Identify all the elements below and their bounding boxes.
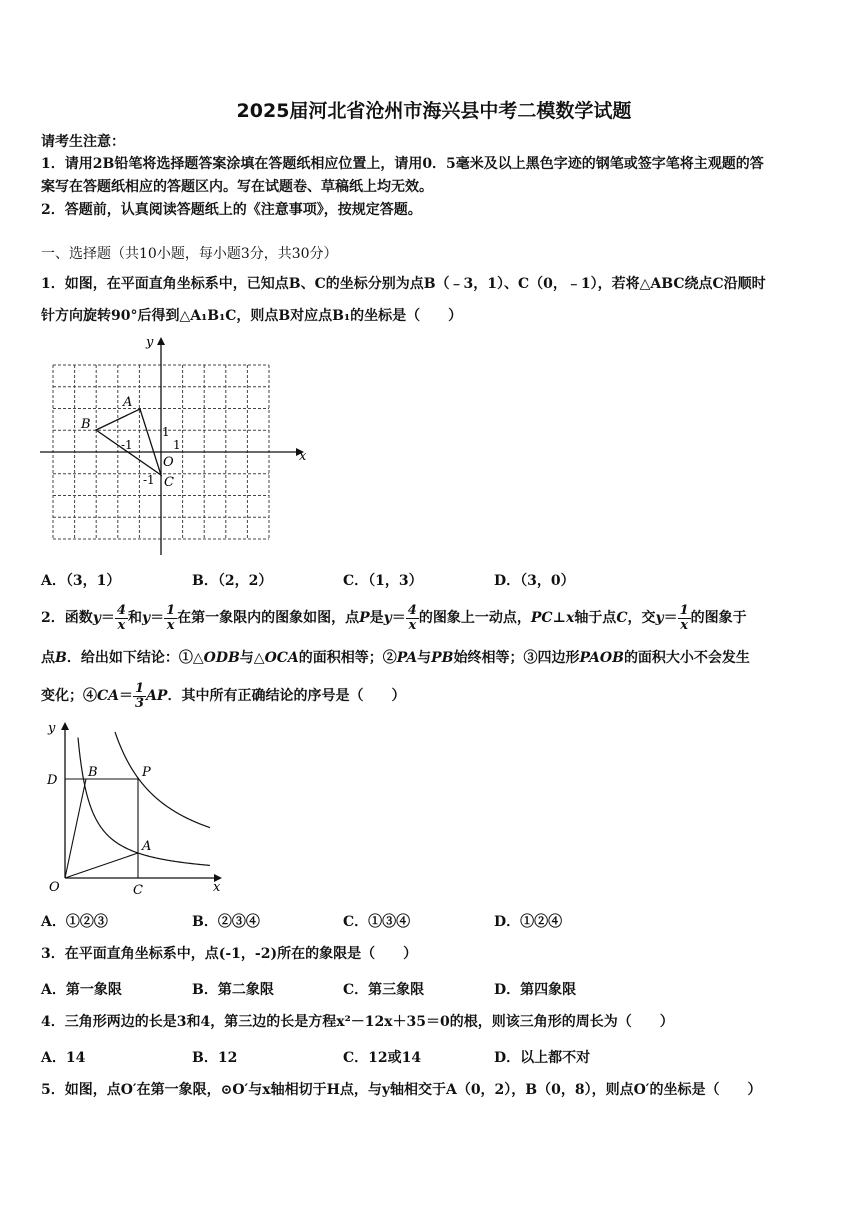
q5-stem: 5．如图，点O′在第一象限，⊙O′与x轴相切于H点，与y轴相交于A（0，2），B（0，8），则点O′的坐标是（ ） xyxy=(41,1082,762,1098)
q1-label-neg1x: -1 xyxy=(121,438,133,452)
q4-option-b[interactable]: B．12 xyxy=(192,1050,238,1066)
q1-label-neg1y: -1 xyxy=(143,473,155,487)
q2-option-b[interactable]: B．②③④ xyxy=(192,914,260,930)
section-heading: 一、选择题（共10小题，每小题3分，共30分） xyxy=(41,246,338,262)
notice-heading: 请考生注意： xyxy=(41,134,125,150)
q4-option-d[interactable]: D．以上都不对 xyxy=(494,1050,591,1066)
q2-label-d: D xyxy=(47,773,58,788)
q2-label-y: y xyxy=(48,721,56,736)
q2-frac-4-over-x-a: $\frac{4}{x}$ xyxy=(116,602,126,633)
q1-figure xyxy=(38,333,308,558)
notice-line2: 2．答题前，认真阅读答题纸上的《注意事项》，按规定答题。 xyxy=(41,202,422,218)
q2-frac-1-over-x-a: $\frac{1}{x}$ xyxy=(166,602,176,633)
q1-stem-line2: 针方向旋转90°后得到△A₁B₁C，则点B对应点B₁的坐标是（ ） xyxy=(41,308,463,324)
q1-stem-line1: 1．如图，在平面直角坐标系中，已知点B、C的坐标分别为点B（﹣3，1）、C（0，﹣1），若将△ABC绕点C沿顺时 xyxy=(41,276,766,292)
q2-label-p: P xyxy=(142,765,151,780)
q1-label-y: y xyxy=(146,335,154,350)
q2-frac-1-over-3: $\frac{1}{3}$ xyxy=(135,680,145,711)
q1-option-b[interactable]: B．（2，2） xyxy=(192,573,273,589)
q1-label-pos1y: 1 xyxy=(162,425,170,439)
q4-stem: 4．三角形两边的长是3和4，第三边的长是方程x²－12x＋35＝0的根，则该三角形的周长为（ ） xyxy=(41,1014,674,1030)
q4-option-c[interactable]: C．12或14 xyxy=(343,1050,422,1066)
q2-label-b: B xyxy=(88,765,98,780)
page-title: 2025届河北省沧州市海兴县中考二模数学试题 xyxy=(236,100,632,122)
q2-label-a: A xyxy=(142,839,152,854)
q3-stem: 3．在平面直角坐标系中，点(-1，-2)所在的象限是（ ） xyxy=(41,946,418,962)
q1-option-a[interactable]: A．（3，1） xyxy=(41,573,121,589)
q3-option-d[interactable]: D．第四象限 xyxy=(494,982,577,998)
q2-stem-line1: 2．函数y＝ $\frac{4}{x}$ 和y＝ $\frac{1}{x}$ 在第一象限内的图象如图，点P是y＝ $\frac{4}{x}$ 的图象上一动点，PC⊥x轴于点C，交y＝ $\frac{1}{x}$ 的图象于 xyxy=(41,602,747,633)
q2-frac-4-over-x-b: $\frac{4}{x}$ xyxy=(407,602,417,633)
notice-line1: 1．请用2B铅笔将选择题答案涂填在答题纸相应位置上，请用0．5毫米及以上黑色字迹的钢笔或签字笔将主观题的答 xyxy=(41,156,764,172)
q1-label-a: A xyxy=(123,395,133,410)
q2-label-x: x xyxy=(213,880,221,895)
q2-stem-line2: 点B．给出如下结论：①△ODB与△OCA的面积相等；②PA与PB始终相等；③四边形PAOB的面积大小不会发生 xyxy=(41,650,750,666)
q1-label-b: B xyxy=(81,417,91,432)
q1-label-x: x xyxy=(299,449,307,464)
q2-option-a[interactable]: A．①②③ xyxy=(41,914,108,930)
q3-option-c[interactable]: C．第三象限 xyxy=(343,982,425,998)
q1-option-d[interactable]: D．（3，0） xyxy=(494,573,575,589)
q1-label-c: C xyxy=(164,475,174,490)
q1-label-o: O xyxy=(163,455,174,470)
q2-option-d[interactable]: D．①②④ xyxy=(494,914,563,930)
q4-option-a[interactable]: A．14 xyxy=(41,1050,86,1066)
q3-option-a[interactable]: A．第一象限 xyxy=(41,982,122,998)
q2-figure xyxy=(40,716,230,898)
q2-option-c[interactable]: C．①③④ xyxy=(343,914,411,930)
q2-frac-1-over-x-b: $\frac{1}{x}$ xyxy=(679,602,689,633)
q3-option-b[interactable]: B．第二象限 xyxy=(192,982,274,998)
q2-stem-line3: 变化；④CA＝ $\frac{1}{3}$ AP．其中所有正确结论的序号是（ ） xyxy=(41,680,406,711)
notice-line1b: 案写在答题纸相应的答题区内。写在试题卷、草稿纸上均无效。 xyxy=(41,179,433,195)
q2-label-o: O xyxy=(49,880,60,895)
q1-option-c[interactable]: C．（1，3） xyxy=(343,573,423,589)
q1-label-pos1x: 1 xyxy=(173,438,181,452)
q2-label-c: C xyxy=(133,883,143,898)
